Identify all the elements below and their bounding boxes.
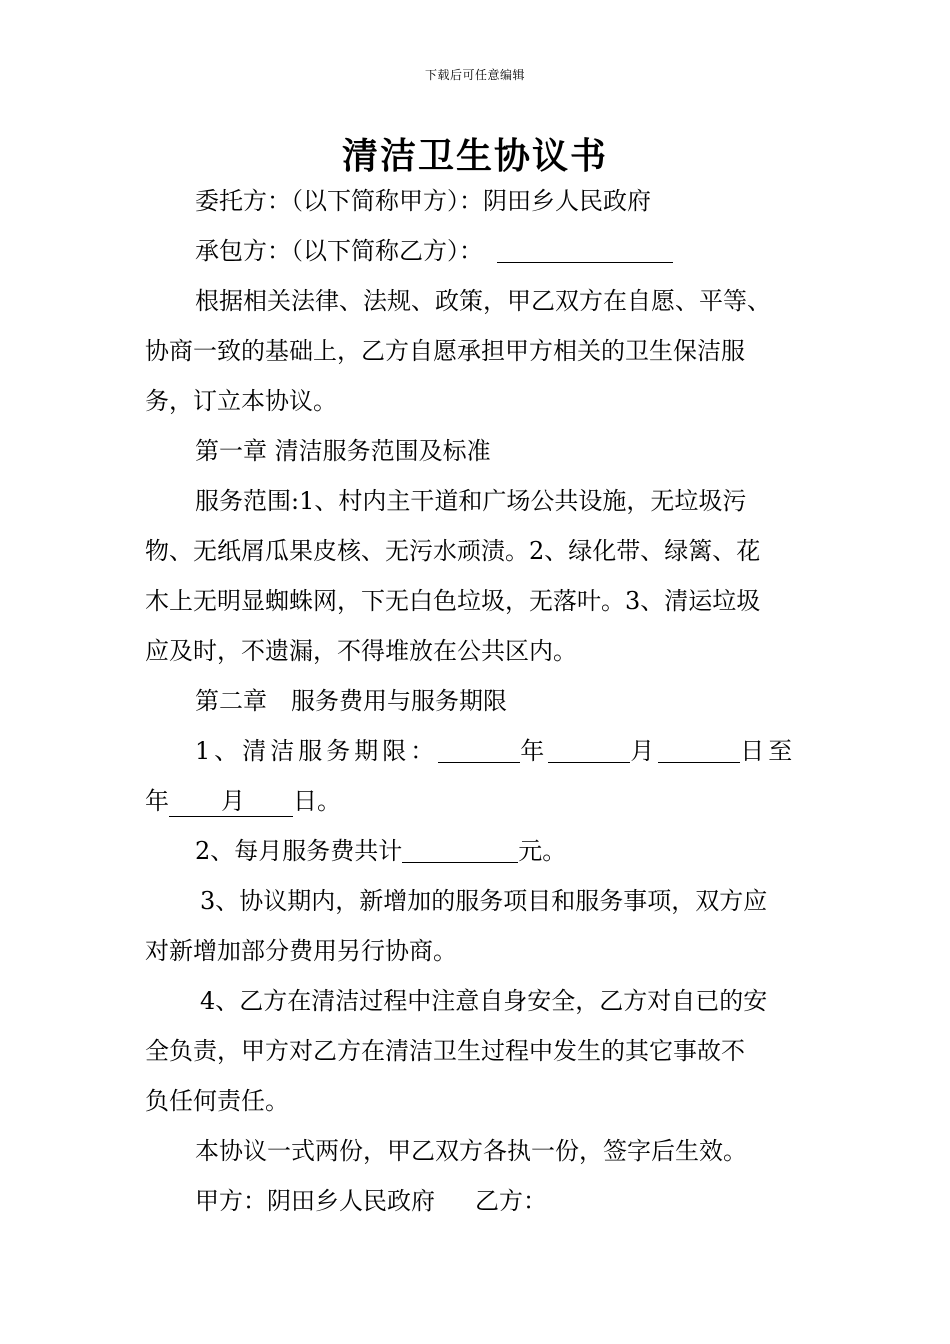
party-b-signature: 乙方： — [475, 1187, 547, 1215]
signature-line — [145, 1176, 825, 1226]
item-4-line: 全负责，甲方对乙方在清洁卫生过程中发生的其它事故不 — [145, 1037, 745, 1065]
term-start-year-blank — [438, 738, 520, 763]
term-label: 1、清洁服务期限： — [195, 737, 439, 765]
scope-line: 木上无明显蜘蛛网，下无白色垃圾，无落叶。3、清运垃圾 — [145, 587, 761, 615]
document-title: 清洁卫生协议书 — [341, 135, 608, 177]
document-body — [145, 176, 825, 1226]
party-a-line: 委托方：（以下简称甲方）：阴田乡人民政府 — [195, 187, 651, 215]
term-end-year-label: 年 — [145, 787, 169, 815]
scope-line: 物、无纸屑瓜果皮核、无污水顽渍。2、绿化带、绿篱、花 — [145, 537, 761, 565]
fee-line — [145, 826, 825, 876]
fee-label: 2、每月服务费共计 — [195, 837, 403, 865]
intro-line: 协商一致的基础上，乙方自愿承担甲方相关的卫生保洁服 — [145, 337, 745, 365]
term-year-label: 年 — [520, 737, 549, 765]
term-line — [145, 726, 825, 776]
term-day-to-label: 日至 — [740, 737, 797, 765]
term-end-day-label: 日。 — [293, 787, 341, 815]
party-b-label: 承包方：（以下简称乙方）： — [195, 237, 483, 265]
term-start-day-blank — [658, 738, 740, 763]
item-4-line: 4、乙方在清洁过程中注意自身安全，乙方对自已的安 — [200, 987, 768, 1015]
intro-line: 务，订立本协议。 — [145, 387, 337, 415]
party-b-line — [145, 226, 825, 276]
term-end-line — [145, 776, 825, 826]
fee-blank — [402, 838, 518, 863]
scope-line: 应及时，不遗漏，不得堆放在公共区内。 — [145, 637, 577, 665]
intro-line: 根据相关法律、法规、政策，甲乙双方在自愿、平等、 — [195, 287, 771, 315]
item-3-line: 对新增加部分费用另行协商。 — [145, 937, 457, 965]
party-a-signature: 甲方：阴田乡人民政府 — [195, 1187, 435, 1215]
party-b-blank — [497, 238, 673, 263]
chapter-1-heading: 第一章 清洁服务范围及标准 — [195, 437, 491, 465]
chapter-2-heading: 第二章 服务费用与服务期限 — [195, 687, 507, 715]
closing-line: 本协议一式两份，甲乙双方各执一份，签字后生效。 — [195, 1137, 747, 1165]
term-month-label: 月 — [630, 737, 659, 765]
term-start-month-blank — [548, 738, 630, 763]
item-3-line: 3、协议期内，新增加的服务项目和服务事项，双方应 — [200, 887, 768, 915]
item-4-line: 负任何责任。 — [145, 1087, 289, 1115]
fee-unit: 元。 — [518, 837, 567, 865]
term-end-month-label: 月 — [221, 787, 245, 815]
term-end-month-blank — [169, 786, 293, 817]
scope-line: 服务范围:1、村内主干道和广场公共设施，无垃圾污 — [195, 487, 747, 515]
page-header: 下载后可任意编辑 — [424, 68, 525, 82]
